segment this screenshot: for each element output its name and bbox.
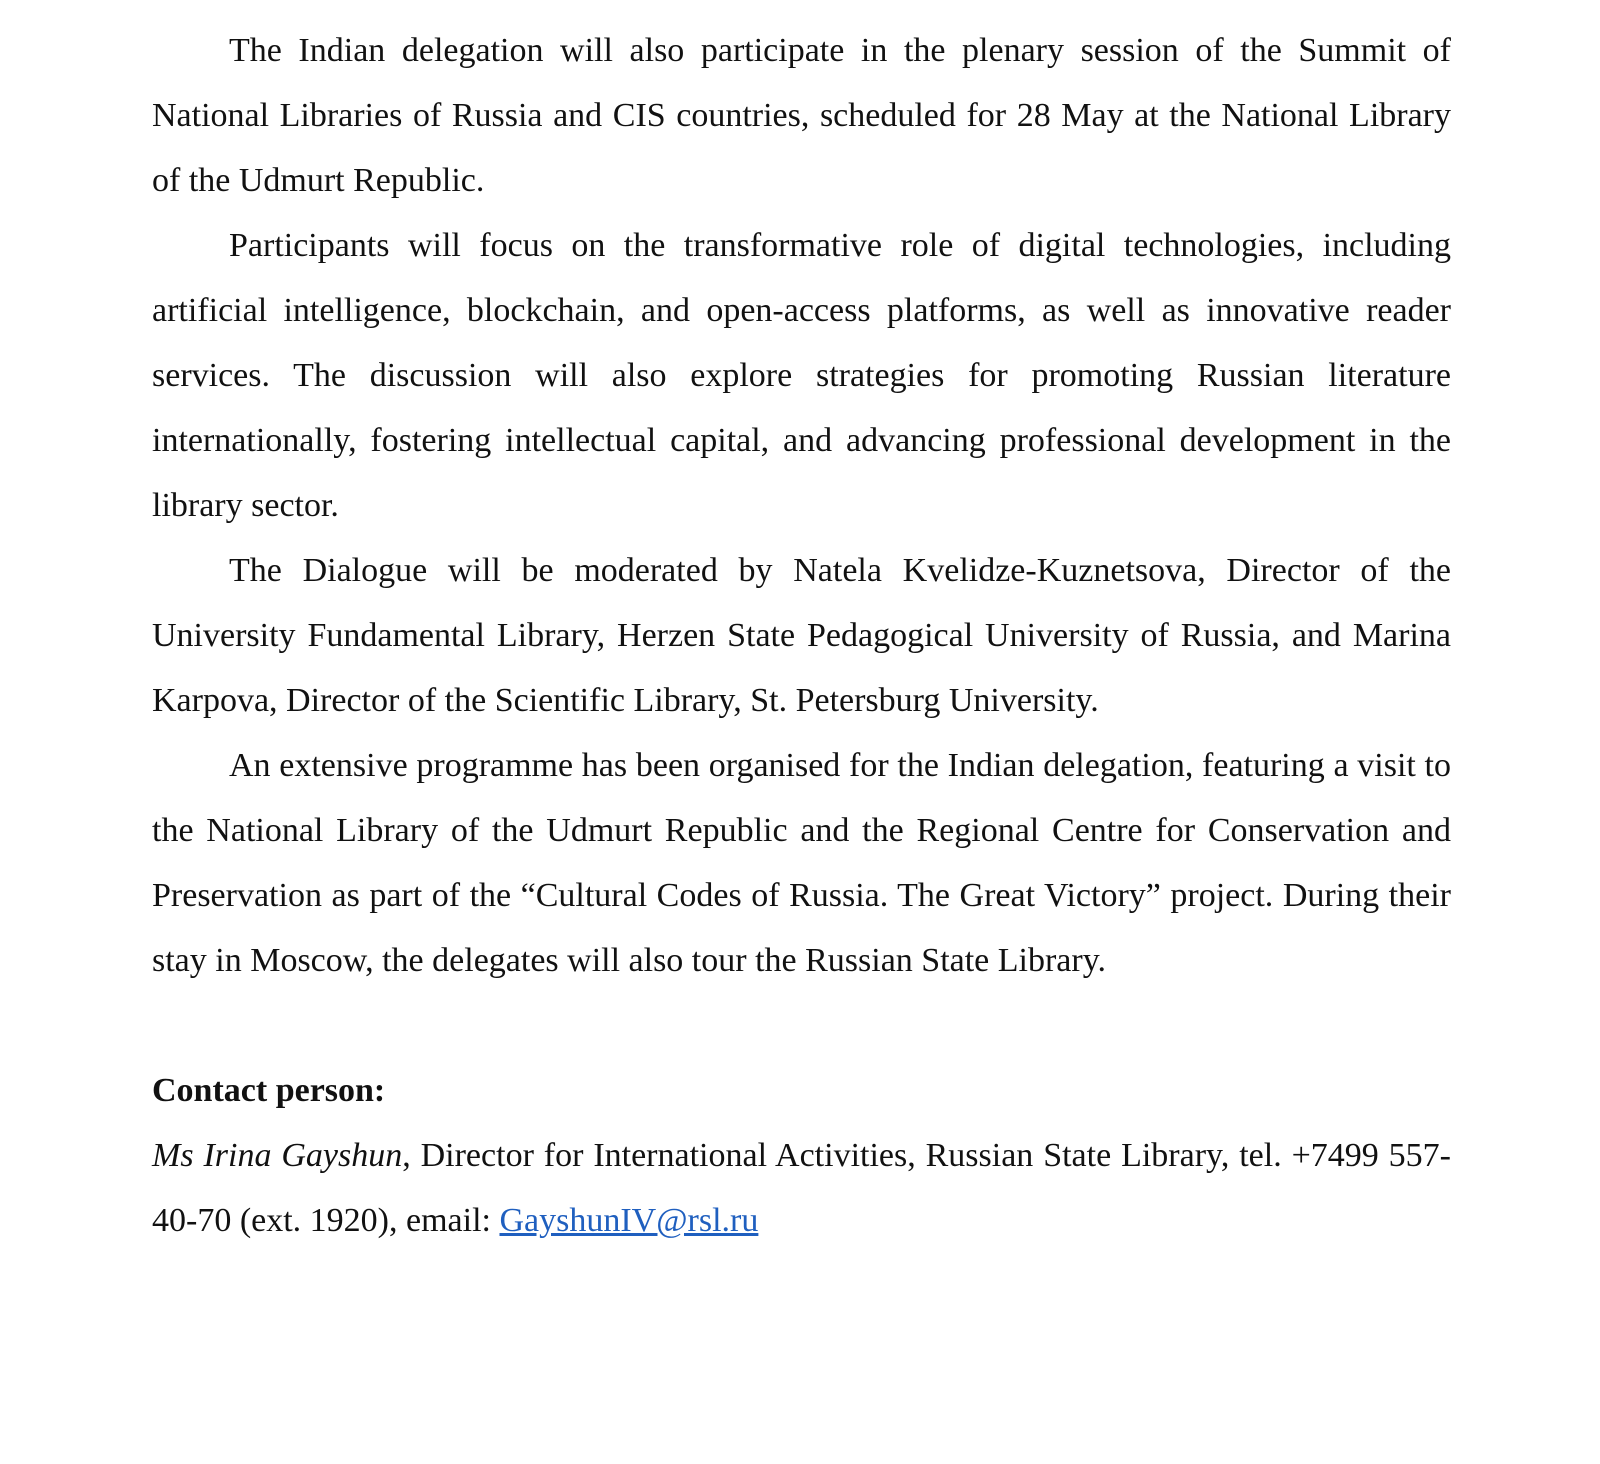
paragraph-plenary-session: The Indian delegation will also participate in the plenary session of the Summit of National Libraries of Russia and CIS countries, scheduled for 28 May at the National Library of the Udmurt Republic.: [152, 32, 1451, 199]
paragraph-digital-technologies: Participants will focus on the transformative role of digital technologies, including artificial intelligence, blockchain, and open-access platforms, as well as innovative reader services. The discussion will also explore strategies for promoting Russian literature internationally, fostering intellectual capital, and advancing professional development in the library sector.: [152, 227, 1451, 524]
contact-details-text: , Director for International Activities, Russian State Library, tel. +7499 557-40-70 (ext. 1920), email:: [152, 1137, 1451, 1239]
paragraph-dialogue-moderators: The Dialogue will be moderated by Natela Kvelidze-Kuznetsova, Director of the University Fundamental Library, Herzen State Pedagogical University of Russia, and Marina Karpova, Director of the Scientific Library, St. Petersburg University.: [152, 552, 1451, 719]
document-page: [152, 18, 1451, 1253]
paragraph-delegation-programme: An extensive programme has been organised for the Indian delegation, featuring a visit to the National Library of the Udmurt Republic and the Regional Centre for Conservation and Preservation as part of the “Cultural Codes of Russia. The Great Victory” project. During their stay in Moscow, the delegates will also tour the Russian State Library.: [152, 747, 1451, 979]
section-spacer: [152, 993, 1451, 1058]
contact-name: Ms Irina Gayshun: [152, 1137, 403, 1174]
contact-email-link[interactable]: GayshunIV@rsl.ru: [499, 1202, 759, 1239]
contact-heading: Contact person:: [152, 1072, 386, 1109]
contact-details: [152, 1123, 1451, 1253]
